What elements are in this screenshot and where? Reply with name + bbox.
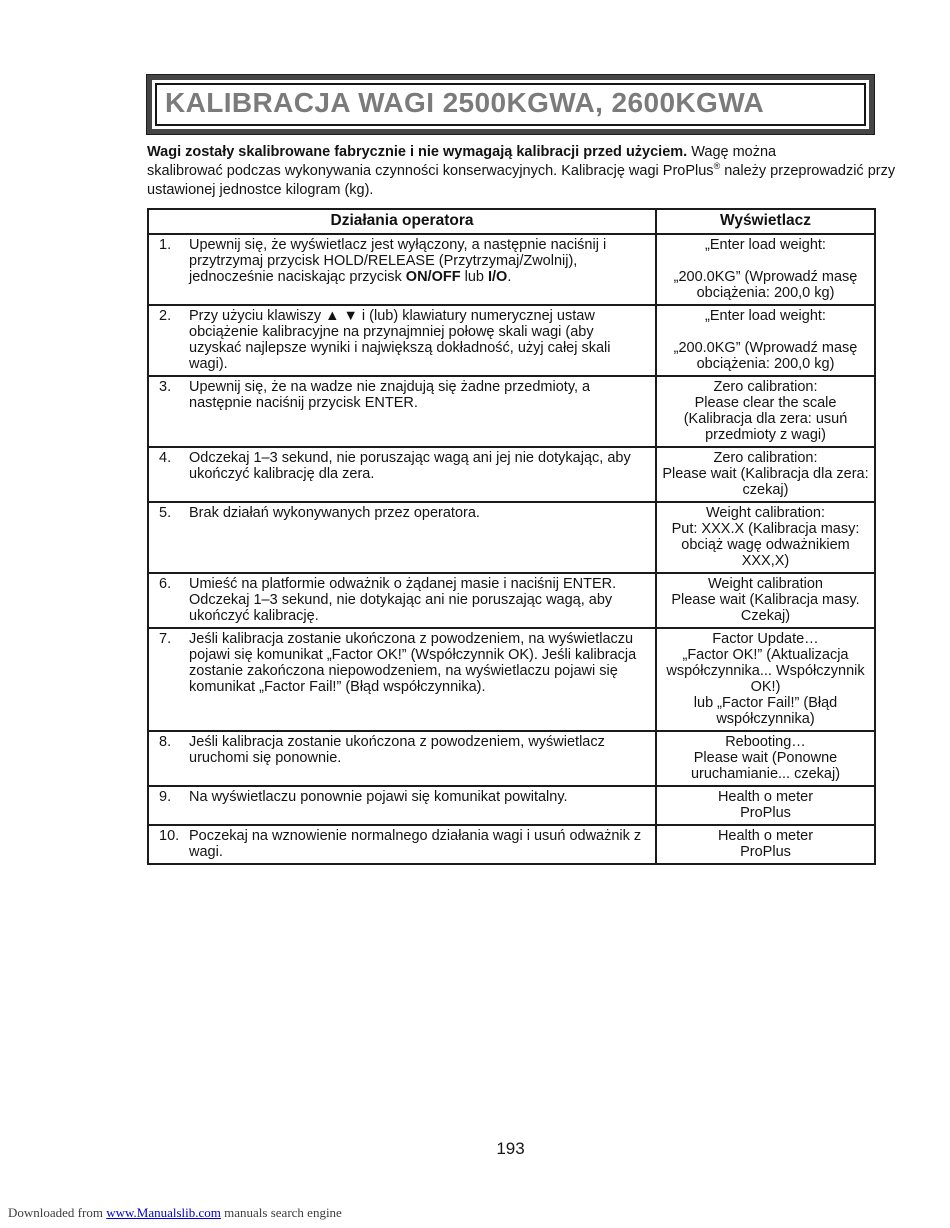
- step-number: 5.: [159, 505, 172, 521]
- display-message-line: przedmioty z wagi): [705, 427, 826, 443]
- calibration-steps-table: [147, 208, 876, 865]
- table-row: [148, 786, 875, 825]
- step-number: 6.: [159, 576, 172, 592]
- operator-action-text: Odczekaj 1–3 sekund, nie poruszając wagą ani jej nie dotykając, aby ukończyć kalibrację dla zera.: [189, 450, 631, 482]
- display-message-cell: [656, 731, 875, 786]
- step-number: 2.: [159, 308, 172, 324]
- operator-action-text: Umieść na platformie odważnik o żądanej masie i naciśnij ENTER. Odczekaj 1–3 sekund, nie dotykając ani nie poruszając wagą, aby ukończyć kalibrację.: [189, 576, 617, 624]
- display-message-cell: [656, 825, 875, 864]
- step-number: 9.: [159, 789, 172, 805]
- operator-action-cell: [148, 628, 656, 731]
- footer-prefix: Downloaded from: [8, 1205, 107, 1220]
- display-message-line: Put: XXX.X (Kalibracja masy:: [671, 521, 860, 537]
- intro-line-3: ustawionej jednostce kilogram (kg).: [147, 182, 374, 198]
- display-message-line: XXX,X): [741, 553, 790, 569]
- operator-action-cell: [148, 376, 656, 447]
- display-message-line: współczynnika): [716, 711, 815, 727]
- display-message-line: „Factor OK!” (Aktualizacja: [682, 647, 849, 663]
- footer-watermark: [8, 1205, 342, 1221]
- section-title-inner-frame: [155, 83, 866, 126]
- display-message-cell: [656, 447, 875, 502]
- display-message-line: czekaj): [742, 482, 789, 498]
- display-message-line: Please clear the scale: [694, 395, 837, 411]
- display-message-line: lub „Factor Fail!” (Błąd: [693, 695, 838, 711]
- section-title-box: [147, 75, 874, 134]
- operator-action-text: Poczekaj na wznowienie normalnego działania wagi i usuń odważnik z wagi.: [189, 828, 642, 860]
- operator-action-text: Upewnij się, że wyświetlacz jest wyłączony, a następnie naciśnij i przytrzymaj przycisk HOLD/RELEASE (Przytrzymaj/Zwolnij), jednocześnie naciskając przycisk ON/OFF lub I/O.: [189, 237, 607, 285]
- table-row: [148, 731, 875, 786]
- display-message-line: [657, 324, 874, 340]
- intro-line-2-text: skalibrować podczas wykonywania czynności konserwacyjnych. Kalibrację wagi ProPlus: [147, 163, 714, 179]
- table-row: [148, 305, 875, 376]
- display-message-line: Zero calibration:: [713, 450, 818, 466]
- display-message-line: „200.0KG” (Wprowadź masę: [673, 340, 858, 356]
- step-number: 8.: [159, 734, 172, 750]
- display-message-cell: [656, 786, 875, 825]
- display-message-line: Weight calibration:: [705, 505, 826, 521]
- display-message-line: współczynnika... Współczynnik: [666, 663, 865, 679]
- operator-action-text: Przy użyciu klawiszy ▲ ▼ i (lub) klawiatury numerycznej ustaw obciążenie kalibracyjne na przynajmniej połowę skali wagi (aby uzyskać najlepsze wyniki i największą dokładność, użyj całej skali wagi).: [189, 308, 611, 372]
- table-row: [148, 502, 875, 573]
- step-number: 1.: [159, 237, 172, 253]
- page-title: KALIBRACJA WAGI 2500KGWA, 2600KGWA: [165, 87, 765, 118]
- table-row: [148, 628, 875, 731]
- display-message-line: Please wait (Kalibracja masy.: [671, 592, 860, 608]
- display-message-cell: [656, 628, 875, 731]
- operator-action-cell: [148, 305, 656, 376]
- operator-action-text: Brak działań wykonywanych przez operatora.: [189, 505, 480, 521]
- manualslib-link[interactable]: www.Manualslib.com: [106, 1205, 221, 1220]
- display-message-line: uruchamianie... czekaj): [690, 766, 841, 782]
- registered-trademark-symbol: ®: [713, 161, 721, 172]
- operator-action-cell: [148, 731, 656, 786]
- display-message-line: „Enter load weight:: [705, 308, 826, 324]
- operator-action-text: Upewnij się, że na wadze nie znajdują się żadne przedmioty, a następnie naciśnij przycisk ENTER.: [189, 379, 591, 411]
- operator-action-cell: [148, 786, 656, 825]
- table-row: [148, 447, 875, 502]
- display-message-line: Please wait (Ponowne: [693, 750, 838, 766]
- display-message-line: ProPlus: [740, 844, 791, 860]
- operator-action-cell: [148, 573, 656, 628]
- step-number: 3.: [159, 379, 172, 395]
- manual-page-content: [147, 75, 896, 865]
- table-row: [148, 234, 875, 305]
- display-message-line: Health o meter: [717, 828, 814, 844]
- operator-action-text: Na wyświetlaczu ponownie pojawi się komunikat powitalny.: [189, 789, 568, 805]
- display-message-line: OK!): [750, 679, 781, 695]
- operator-action-cell: [148, 234, 656, 305]
- intro-paragraph: [147, 143, 896, 200]
- display-message-line: Health o meter: [717, 789, 814, 805]
- display-message-cell: [656, 573, 875, 628]
- step-number: 7.: [159, 631, 172, 647]
- display-message-line: (Kalibracja dla zera: usuń: [683, 411, 848, 427]
- step-number: 10.: [159, 828, 180, 844]
- step-number: 4.: [159, 450, 172, 466]
- display-message-cell: [656, 305, 875, 376]
- page-number: 193: [496, 1139, 525, 1158]
- display-message-line: „200.0KG” (Wprowadź masę: [673, 269, 858, 285]
- display-message-line: obciążenia: 200,0 kg): [696, 285, 835, 301]
- display-message-cell: [656, 502, 875, 573]
- operator-action-cell: [148, 447, 656, 502]
- operator-action-text: Jeśli kalibracja zostanie ukończona z powodzeniem, wyświetlacz uruchomi się ponownie.: [189, 734, 605, 766]
- display-message-line: Rebooting…: [725, 734, 806, 750]
- display-message-line: ProPlus: [740, 805, 791, 821]
- display-message-line: Factor Update…: [712, 631, 819, 647]
- operator-action-cell: [148, 502, 656, 573]
- table-row: [148, 825, 875, 864]
- footer-suffix: manuals search engine: [220, 1205, 342, 1220]
- operator-action-cell: [148, 825, 656, 864]
- intro-lead-bold: Wagi zostały skalibrowane fabrycznie i nie wymagają kalibracji przed użyciem.: [147, 144, 688, 160]
- display-message-cell: [656, 234, 875, 305]
- column-header-display: Wyświetlacz: [656, 209, 875, 234]
- column-header-operator-actions: Działania operatora: [148, 209, 656, 234]
- display-message-line: Weight calibration: [708, 576, 823, 592]
- display-message-line: obciążenia: 200,0 kg): [696, 356, 835, 372]
- display-message-line: „Enter load weight:: [705, 237, 826, 253]
- display-message-cell: [656, 376, 875, 447]
- display-message-line: [657, 253, 874, 269]
- table-header-row: [148, 209, 875, 234]
- intro-line-1: [147, 143, 874, 162]
- display-message-line: Czekaj): [740, 608, 791, 624]
- display-message-line: Please wait (Kalibracja dla zera:: [662, 466, 869, 482]
- table-row: [148, 376, 875, 447]
- operator-action-text: Jeśli kalibracja zostanie ukończona z powodzeniem, na wyświetlaczu pojawi się komunikat „Factor OK!” (Współczynnik OK). Jeśli kalibracja zostanie zakończona niepowodzeniem, na wyświetlaczu pojawi się komunikat „Factor Fail!” (Błąd współczynnika).: [189, 631, 637, 695]
- display-message-line: Zero calibration:: [713, 379, 818, 395]
- intro-line-2-rest: należy przeprowadzić przy: [720, 163, 896, 179]
- intro-line-2: [147, 161, 896, 181]
- table-row: [148, 573, 875, 628]
- intro-line-1-rest: Wagę można: [687, 144, 777, 160]
- display-message-line: obciąż wagę odważnikiem: [681, 537, 850, 553]
